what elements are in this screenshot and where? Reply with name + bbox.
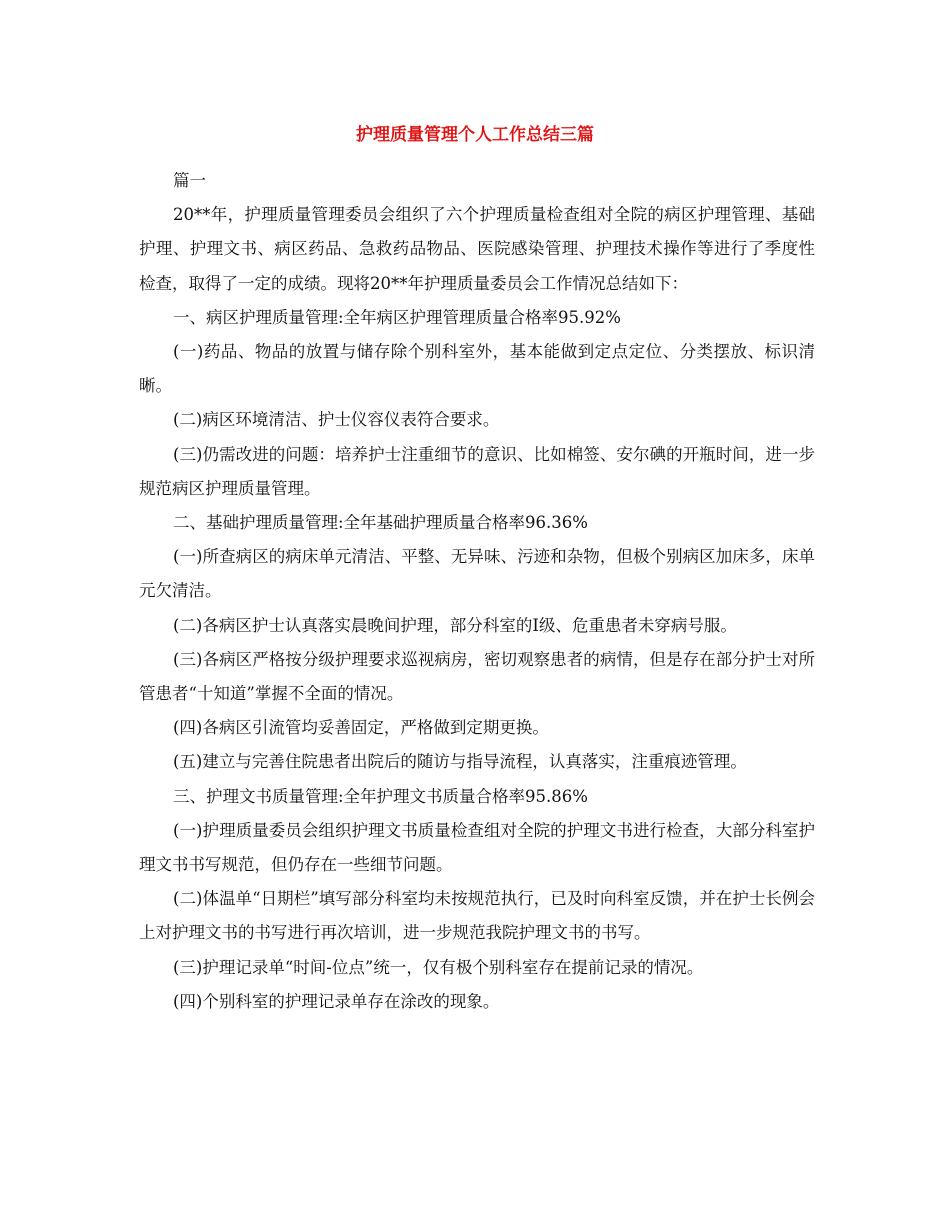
document-body (139, 164, 815, 1019)
paragraph: (二)病区环境清洁、护士仪容仪表符合要求。 (173, 410, 500, 430)
paragraph: (四)个别科室的护理记录单存在涂改的现象。 (173, 991, 500, 1011)
paragraph: (一)所查病区的病床单元清洁、平整、无异味、污迹和杂物，但极个别病区加床多，床单元欠清洁。 (139, 547, 815, 601)
paragraph: (三)仍需改进的问题：培养护士注重细节的意识、比如棉签、安尔碘的开瓶时间，进一步规范病区护理质量管理。 (139, 444, 815, 498)
paragraph: 二、基础护理质量管理:全年基础护理质量合格率96.36% (173, 513, 588, 533)
paragraph: (三)护理记录单“时间-位点”统一，仅有极个别科室存在提前记录的情况。 (173, 957, 704, 977)
paragraph: 一、病区护理质量管理:全年病区护理管理质量合格率95.92% (173, 307, 621, 327)
paragraph: (二)各病区护士认真落实晨晚间护理，部分科室的Ⅰ级、危重患者未穿病号服。 (173, 615, 737, 635)
paragraph: (三)各病区严格按分级护理要求巡视病房，密切观察患者的病情，但是存在部分护士对所管患者“十知道”掌握不全面的情况。 (139, 649, 815, 704)
paragraph: (五)建立与完善住院患者出院后的随访与指导流程，认真落实，注重痕迹管理。 (173, 752, 747, 772)
paragraph: 三、护理文书质量管理:全年护理文书质量合格率95.86% (173, 786, 588, 806)
section-heading: 篇一 (173, 171, 206, 190)
paragraph: (一)护理质量委员会组织护理文书质量检查组对全院的护理文书进行检查，大部分科室护理文书书写规范，但仍存在一些细节问题。 (139, 820, 815, 875)
paragraph: 20**年，护理质量管理委员会组织了六个护理质量检查组对全院的病区护理管理、基础护理、护理文书、病区药品、急救药品物品、医院感染管理、护理技术操作等进行了季度性检查，取得了一定的成绩。现将20**年护理质量委员会工作情况总结如下： (139, 205, 815, 293)
paragraph: (四)各病区引流管均妥善固定，严格做到定期更换。 (173, 718, 549, 738)
paragraph: (二)体温单“日期栏”填写部分科室均未按规范执行，已及时向科室反馈，并在护士长例会上对护理文书的书写进行再次培训，进一步规范我院护理文书的书写。 (139, 889, 815, 943)
document-title: 护理质量管理个人工作总结三篇 (356, 125, 594, 145)
paragraph: (一)药品、物品的放置与储存除个别科室外，基本能做到定点定位、分类摆放、标识清晰。 (139, 342, 815, 396)
